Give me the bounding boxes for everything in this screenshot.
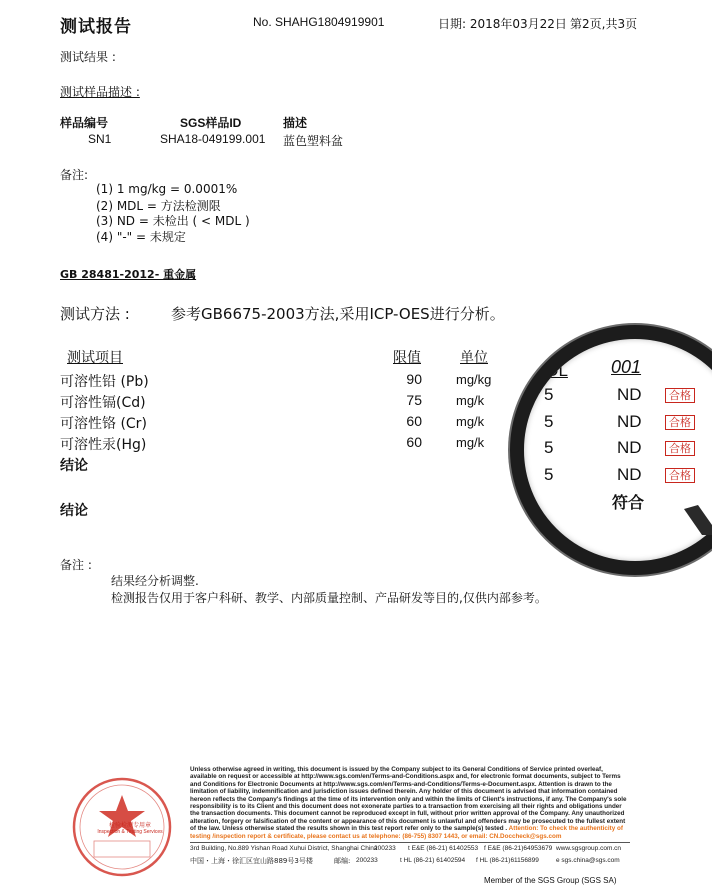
sgs-member-line: Member of the SGS Group (SGS SA) xyxy=(484,876,617,885)
pass-badge: 合格 xyxy=(665,468,695,483)
method-text: 参考GB6675-2003方法,采用ICP-OES进行分析。 xyxy=(171,305,505,323)
standard-title: GB 28481-2012- 重金属 xyxy=(60,268,197,281)
remarks-line1: 结果经分析调整. xyxy=(111,574,199,588)
description-header: 描述 xyxy=(283,116,308,130)
email: e sgs.china@sgs.com xyxy=(556,857,620,864)
sample-description-label: 测试样品描述 : xyxy=(60,85,140,99)
test-item-header: 测试项目 xyxy=(67,350,123,366)
method-label: 测试方法 : xyxy=(60,305,130,323)
mdl-header: MDL xyxy=(532,361,568,380)
sample-001-header: 001 xyxy=(611,357,642,377)
conclusion-value: 符合 xyxy=(612,493,645,512)
report-date: 日期: 2018年03月22日 xyxy=(438,17,567,31)
pass-badge: 合格 xyxy=(665,441,695,456)
fax-cn: f HL (86-21)61156899 xyxy=(476,857,539,864)
mdl-hg: 5 xyxy=(544,465,554,484)
magnifier-lens xyxy=(510,325,712,575)
unit-pb: mg/kg xyxy=(456,372,492,387)
report-number: No. SHAHG1804919901 xyxy=(253,15,385,29)
website: www.sgsgroup.com.cn xyxy=(556,845,622,852)
pass-badge: 合格 xyxy=(665,415,695,430)
sgs-sample-id-header: SGS样品ID xyxy=(180,116,242,130)
tel-cn: t HL (86-21) 61402594 xyxy=(400,857,466,864)
result-pb: ND xyxy=(617,385,642,404)
limit-header: 限值 xyxy=(393,350,421,366)
footer-divider xyxy=(190,842,630,843)
limit-cr: 60 xyxy=(406,413,422,429)
unit-cd: mg/k xyxy=(456,393,485,408)
unit-header: 单位 xyxy=(460,350,488,366)
mdl-cr: 5 xyxy=(544,438,554,457)
address-en: 3rd Building, No.889 Yishan Road Xuhui District, Shanghai China xyxy=(190,845,378,852)
remarks-label: 备注 : xyxy=(60,558,92,572)
legal-fine-print xyxy=(190,766,630,840)
limit-cd: 75 xyxy=(406,392,422,408)
unit-hg: mg/k xyxy=(456,435,485,450)
sample-no-header: 样品编号 xyxy=(60,116,109,130)
result-cd: ND xyxy=(617,412,642,431)
stamp-label-cn: 检验检测专用章 xyxy=(108,823,151,829)
authenticity-notice: Attention: To check the authenticity of testing /inspection report & certificate, please contact us at telephone: (86-755) 8307 1443, or email: CN.Doccheck@sgs.com xyxy=(190,825,623,840)
stamp-label-en: Inspection & Testing Services xyxy=(97,829,163,835)
note-item: (1) 1 mg/kg = 0.0001% xyxy=(96,182,238,196)
sample-no-cell: SN1 xyxy=(88,132,112,146)
limit-hg: 60 xyxy=(406,434,422,450)
fine-print-text: Unless otherwise agreed in writing, this document is issued by the Company subject to its General Conditions of Service printed overleaf, available on request or accessible at http://www.sgs.com/en/Terms-and-Conditions.aspx and, for electronic format documents, subject to Terms and Conditions for Electronic Documents at http://www.sgs.com/en/Terms-and-Conditions/Terms-e-Document.aspx. Attention is drawn to the limitation of liability, indemnification and jurisdiction issues defined therein. Any holder of this document is advised that information contained hereon reflects the Company's findings at the time of its intervention only and within the limits of Client's instructions, if any. The Company's sole responsibility is to its Client and this document does not exonerate parties to a transaction from exercising all their rights and obligations under the transaction documents. This document cannot be reproduced except in full, without prior written approval of the Company. Any unauthorized alteration, forgery or falsification of the content or appearance of this document is unlawful and offenders may be prosecuted to the fullest extent of the law. Unless otherwise stated the results shown in this test report refer only to the sample(s) tested . xyxy=(190,766,627,833)
description-cell: 蓝色塑料盆 xyxy=(283,134,344,148)
remarks-line2: 检测报告仅用于客户科研、教学、内部质量控制、产品研发等目的,仅供内部参考。 xyxy=(111,591,547,605)
test-item-cr: 可溶性铬 (Cr) xyxy=(60,416,147,432)
result-cr: ND xyxy=(617,438,642,457)
address-cn: 中国・上海・徐汇区宜山路889号3号楼 xyxy=(190,857,313,865)
limit-pb: 90 xyxy=(406,371,422,387)
note-item: (3) ND = 未检出 ( < MDL ) xyxy=(96,214,250,228)
mdl-pb: 5 xyxy=(544,385,554,404)
note-item: (4) "-" = 未规定 xyxy=(96,230,186,244)
test-item-cd: 可溶性镉(Cd) xyxy=(60,395,146,411)
sgs-sample-id-cell: SHA18-049199.001 xyxy=(160,132,266,146)
report-title: 测试报告 xyxy=(60,17,132,37)
note-item: (2) MDL = 方法检测限 xyxy=(96,199,221,213)
magnifier-handle xyxy=(684,505,712,535)
notes-label: 备注: xyxy=(60,168,89,182)
pass-badge: 合格 xyxy=(665,388,695,403)
postcode-en: 200233 xyxy=(374,845,396,852)
result-hg: ND xyxy=(617,465,642,484)
tel-en: t E&E (86-21) 61402553 xyxy=(408,845,479,852)
fax-en: f E&E (86-21)64953679 xyxy=(484,845,553,852)
postcode-cn: 200233 xyxy=(356,857,378,864)
test-item-hg: 可溶性汞(Hg) xyxy=(60,437,147,453)
unit-cr: mg/k xyxy=(456,414,485,429)
postcode-cn-label: 邮编: xyxy=(334,857,351,865)
test-item-pb: 可溶性铅 (Pb) xyxy=(60,374,149,390)
conclusion-heading: 结论 xyxy=(60,503,88,519)
page-indicator: 第2页,共3页 xyxy=(570,17,638,31)
table-conclusion-label: 结论 xyxy=(60,458,88,474)
mdl-cd: 5 xyxy=(544,412,554,431)
results-label: 测试结果 : xyxy=(60,50,116,64)
